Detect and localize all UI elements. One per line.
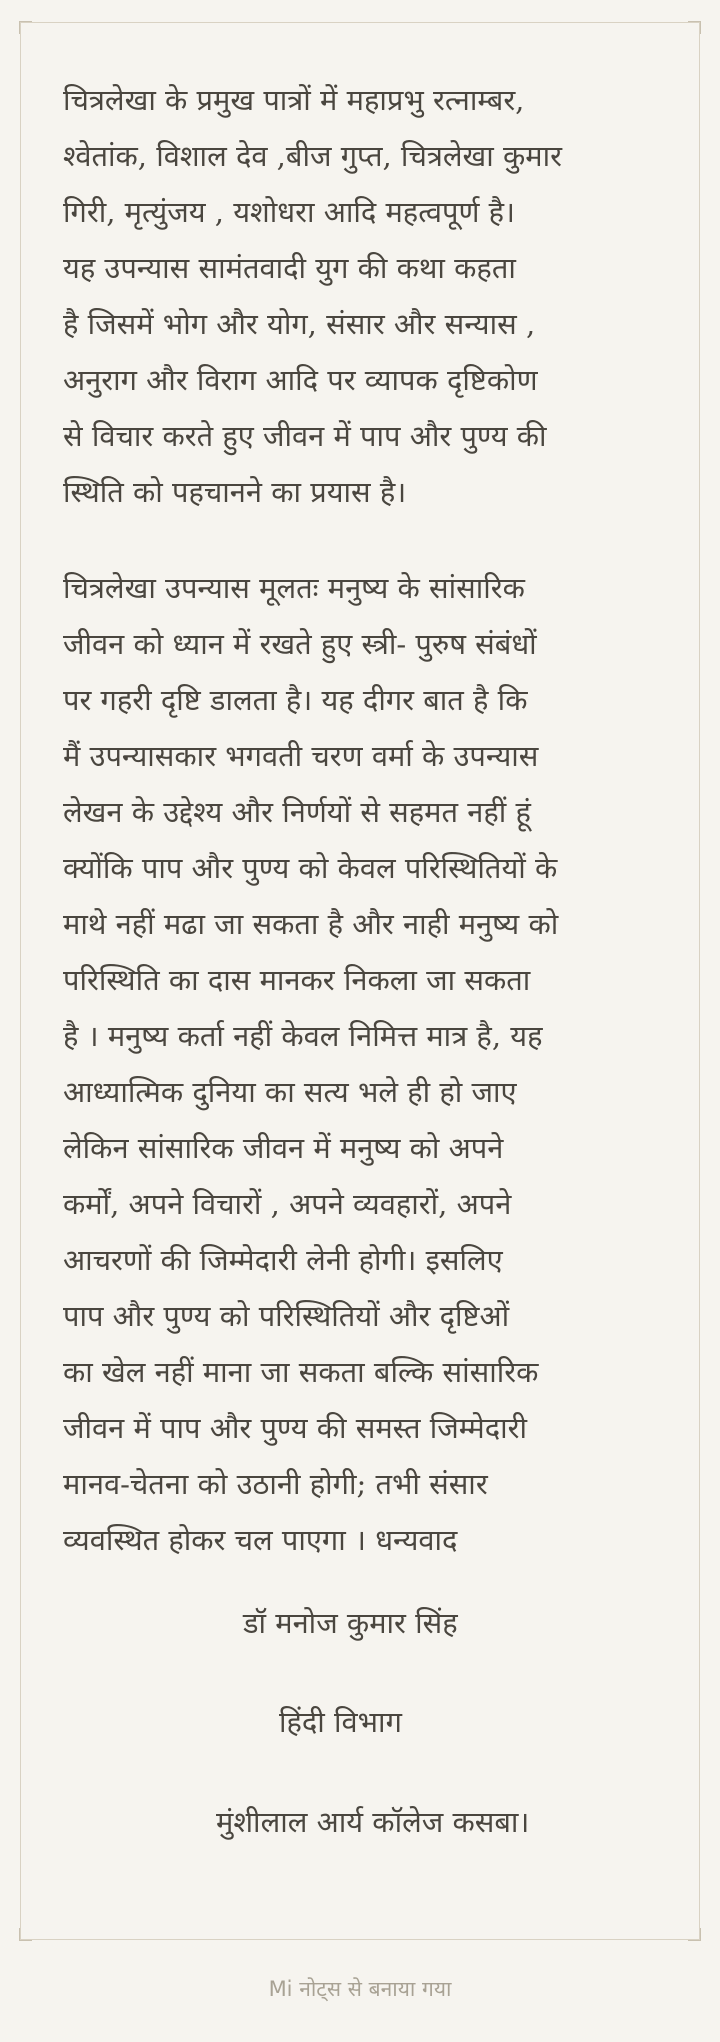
signature-college: मुंशीलाल आर्य कॉलेज कसबा। [216, 1805, 530, 1839]
footer-watermark: Mi नोट्स से बनाया गया [268, 1977, 452, 2001]
frame-corner-ornament [19, 21, 32, 34]
frame-corner-ornament [688, 21, 701, 34]
signature-department: हिंदी विभाग [279, 1705, 402, 1739]
frame-corner-ornament [688, 1928, 701, 1941]
frame-corner-ornament [19, 1928, 32, 1941]
signature-name: डॉ मनोज कुमार सिंह [243, 1606, 458, 1640]
note-paragraph-2: चित्रलेखा उपन्यास मूलतः मनुष्य के सांसारिक जीवन को ध्यान में रखते हुए स्त्री- पुरुष संबंधों पर गहरी दृष्टि डालता है। यह दीगर बात है कि मैं उपन्यासकार भगवती चरण वर्मा के उपन्यास लेखन के उद्देश्य और निर्णयों से सहमत नहीं हूं क्योंकि पाप और पुण्य को केवल परिस्थितियों के माथे नहीं मढा जा सकता है और नाही मनुष्य को परिस्थिति का दास मानकर निकला जा सकता है । मनुष्य कर्ता नहीं केवल निमित्त मात्र है, यह आध्यात्मिक दुनिया का सत्य भले ही हो जाए लेकिन सांसारिक जीवन में मनुष्य को अपने कर्मों, अपने विचारों , अपने व्यवहारों, अपने आचरणों की जिम्मेदारी लेनी होगी। इसलिए पाप और पुण्य को परिस्थितियों और दृष्टिओं का खेल नहीं माना जा सकता बल्कि सांसारिक जीवन में पाप और पुण्य की समस्त जिम्मेदारी मानव-चेतना को उठानी होगी; तभी संसार व्यवस्थित होकर चल पाएगा । धन्यवाद [63, 571, 559, 1557]
note-paragraph-1: चित्रलेखा के प्रमुख पात्रों में महाप्रभु रत्नाम्बर, श्वेतांक, विशाल देव ,बीज गुप्त, चित्रलेखा कुमार गिरी, मृत्युंजय , यशोधरा आदि महत्वपूर्ण है। यह उपन्यास सामंतवादी युग की कथा कहता है जिसमें भोग और योग, संसार और सन्यास , अनुराग और विराग आदि पर व्यापक दृष्टिकोण से विचार करते हुए जीवन में पाप और पुण्य की स्थिति को पहचानने का प्रयास है। [63, 83, 562, 509]
note-body [63, 72, 673, 1568]
